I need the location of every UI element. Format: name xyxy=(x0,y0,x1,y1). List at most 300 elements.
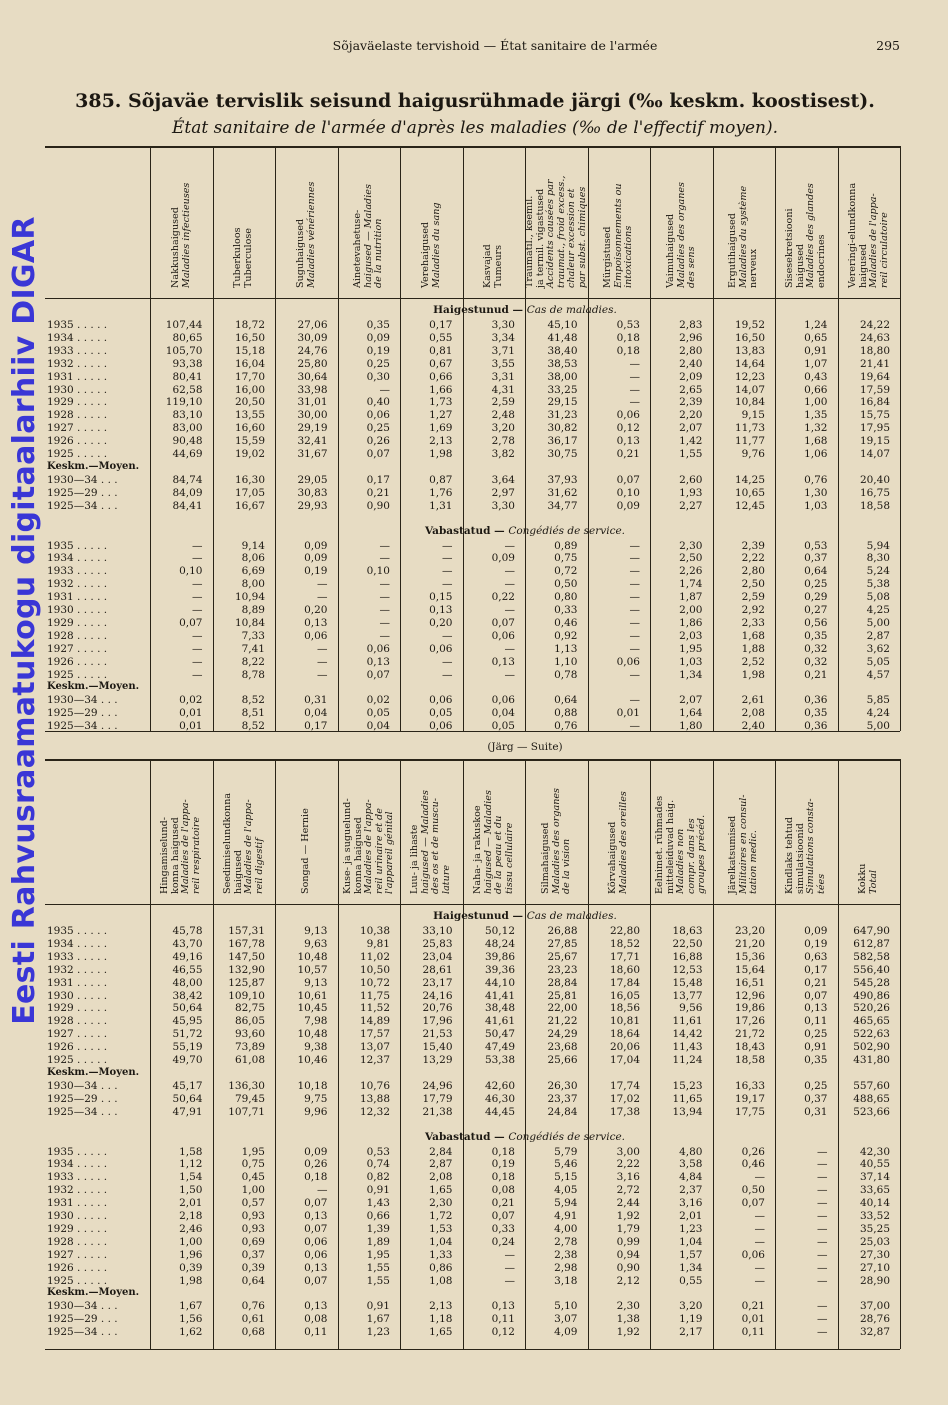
column-header-line: chaleur excession et xyxy=(565,188,577,288)
table-cell: 27,06 xyxy=(297,319,328,331)
table-cell: 0,12 xyxy=(616,422,640,435)
table-cell: 0,69 xyxy=(241,1235,265,1248)
table-row xyxy=(45,319,900,331)
table-cell: — xyxy=(817,1171,828,1184)
column-header-text xyxy=(233,227,254,288)
table-cell: 18,80 xyxy=(859,344,890,357)
table-cell: 0,26 xyxy=(366,435,390,448)
table-cell: 2,39 xyxy=(679,396,703,409)
table-cell: 0,61 xyxy=(241,1313,265,1326)
table-cell: — xyxy=(504,642,515,655)
column-header-line: Maladies des organes xyxy=(550,788,561,894)
table-subtitle: État sanitaire de l'armée d'après les maladies (‰ de l'effectif moyen). xyxy=(171,118,779,138)
table-cell: 17,96 xyxy=(422,1015,453,1028)
table-cell: 488,65 xyxy=(853,1092,890,1105)
table-cell: 2,83 xyxy=(679,319,703,331)
table-cell: 136,30 xyxy=(228,1079,265,1092)
table-cell: — xyxy=(817,1274,828,1287)
column-header-line: haigused xyxy=(857,243,869,288)
table-cell: — xyxy=(442,578,453,591)
table-cell: 19,17 xyxy=(734,1092,765,1105)
row-label: 1934 . . . . . xyxy=(47,331,108,344)
column-header-line: Naha- ja rakuskoe xyxy=(471,805,483,894)
table-cell: 10,81 xyxy=(609,1015,640,1028)
table-cell: 16,30 xyxy=(234,473,265,486)
table-cell: 0,06 xyxy=(616,409,640,422)
table-cell: 0,06 xyxy=(616,655,640,668)
table-cell: 490,86 xyxy=(853,989,890,1002)
table-cell: 1,80 xyxy=(679,720,703,733)
table-cell: 29,93 xyxy=(297,499,328,512)
table-cell: 25,03 xyxy=(859,1235,890,1248)
table-cell: 2,50 xyxy=(741,578,765,591)
table-cell: 0,55 xyxy=(679,1274,703,1287)
table-cell: 1,58 xyxy=(179,1145,203,1158)
table-cell: — xyxy=(317,591,328,604)
table-cell: — xyxy=(754,1210,765,1222)
table-cell: 1,39 xyxy=(366,1222,390,1235)
table-cell: — xyxy=(379,591,390,604)
table-cell: 26,88 xyxy=(547,925,578,937)
table-row xyxy=(45,1171,900,1183)
table-cell: 1,07 xyxy=(804,357,828,370)
table-cell: 4,25 xyxy=(866,604,890,616)
table-cell: 7,33 xyxy=(241,629,265,642)
table-cell: 8,00 xyxy=(241,578,265,591)
table-cell: 0,78 xyxy=(554,668,578,681)
table-cell: — xyxy=(629,616,640,629)
table-cell: 0,17 xyxy=(429,319,453,331)
table-cell: 30,64 xyxy=(297,370,328,383)
table-cell: — xyxy=(442,565,453,578)
column-header-text xyxy=(301,808,312,894)
column-header-line: reil respiratoire xyxy=(190,816,202,894)
column-header-line: Järelkatsumised xyxy=(727,815,738,894)
table-cell: 0,74 xyxy=(366,1158,390,1171)
table-cell: 15,18 xyxy=(234,344,265,357)
table-cell: 1,23 xyxy=(366,1326,390,1339)
table-cell: 93,60 xyxy=(234,1028,265,1041)
table-cell: 0,66 xyxy=(429,370,453,383)
table-cell: — xyxy=(629,539,640,552)
column-header-line: Maladies infectieuses xyxy=(180,182,192,288)
table-rule-bottom xyxy=(45,1349,900,1350)
table-cell: 9,75 xyxy=(304,1092,328,1105)
table-cell: — xyxy=(817,1184,828,1197)
table-row xyxy=(45,951,900,963)
table-cell: 2,07 xyxy=(679,694,703,707)
table-row xyxy=(45,1015,900,1027)
table-cell: 0,20 xyxy=(429,616,453,629)
table-cell: 33,98 xyxy=(297,383,328,396)
table-cell: 18,43 xyxy=(734,1041,765,1054)
table-cell: 0,82 xyxy=(366,1171,390,1184)
table-cell: 30,83 xyxy=(297,486,328,499)
table-cell: 45,95 xyxy=(172,1015,203,1028)
column-header-line: par subst. chimiques xyxy=(576,186,588,288)
column-header-line: Militaires en consul- xyxy=(737,794,749,894)
table-cell: 2,78 xyxy=(491,435,515,448)
table-cell: 0,07 xyxy=(366,448,390,460)
table-cell: 14,42 xyxy=(672,1028,703,1041)
row-label: 1925 . . . . . xyxy=(47,448,108,460)
table-cell: 1,74 xyxy=(679,578,703,591)
table-cell: 0,88 xyxy=(554,707,578,720)
table-cell: — xyxy=(192,552,203,565)
column-header-line: groupes précéd. xyxy=(696,814,707,894)
column-header-line: des os et de muscu- xyxy=(430,798,442,894)
table-cell: 0,33 xyxy=(554,604,578,616)
column-header-line: haigused xyxy=(232,849,244,894)
table-cell: 41,48 xyxy=(547,331,578,344)
table-cell: 1,35 xyxy=(804,409,828,422)
table-cell: 28,76 xyxy=(859,1313,890,1326)
table-cell: 1,79 xyxy=(616,1222,640,1235)
table-cell: 523,66 xyxy=(853,1105,890,1118)
row-label: Keskm.—Moyen. xyxy=(47,1287,140,1299)
table-cell: 15,64 xyxy=(734,963,765,976)
table-row xyxy=(45,540,900,552)
column-header-text xyxy=(421,202,442,288)
table-cell: — xyxy=(317,578,328,591)
table-cell: 10,50 xyxy=(359,963,390,976)
table-cell: 19,64 xyxy=(859,370,890,383)
section-heading xyxy=(150,304,900,316)
table-cell: 0,39 xyxy=(241,1261,265,1274)
row-label: 1932 . . . . . xyxy=(47,1184,108,1197)
table-cell: 73,89 xyxy=(234,1041,265,1054)
column-header-line: haigused — Maladies xyxy=(419,790,431,894)
table-cell: 0,25 xyxy=(804,1079,828,1092)
table-cell: 8,06 xyxy=(241,552,265,565)
table-row xyxy=(45,565,900,577)
table-cell: 11,77 xyxy=(734,435,765,448)
table-cell: — xyxy=(504,1248,515,1261)
table-cell: 18,58 xyxy=(734,1054,765,1066)
column-header-line: Maladies vénériennes xyxy=(305,181,317,288)
column-header-line: l'appareil génital xyxy=(383,811,395,894)
table-cell: 0,17 xyxy=(366,473,390,486)
table-cell: 18,52 xyxy=(609,937,640,950)
table-cell: 16,05 xyxy=(609,989,640,1002)
table-cell: 47,91 xyxy=(172,1105,203,1118)
table-cell: 24,22 xyxy=(859,319,890,331)
row-label: Keskm.—Moyen. xyxy=(47,1066,140,1078)
row-label: 1926 . . . . . xyxy=(47,1261,108,1274)
table-cell: 38,53 xyxy=(547,357,578,370)
table-cell: 55,19 xyxy=(172,1041,203,1054)
column-header-line: reil circulatoire xyxy=(878,212,890,288)
row-label: 1930—34 . . . xyxy=(47,1079,118,1092)
table-cell: 7,41 xyxy=(241,642,265,655)
table-cell: 17,84 xyxy=(609,976,640,989)
table-cell: 5,00 xyxy=(866,616,890,629)
archive-watermark xyxy=(0,40,48,1200)
table-cell: 431,80 xyxy=(853,1054,890,1066)
table-row xyxy=(45,435,900,447)
table-cell: 1,92 xyxy=(616,1326,640,1339)
table-cell: 16,88 xyxy=(672,950,703,963)
table-cell: 1,04 xyxy=(429,1235,453,1248)
table-cell: 2,20 xyxy=(679,409,703,422)
table-cell: 1,55 xyxy=(679,448,703,460)
table-cell: 45,78 xyxy=(172,925,203,937)
table-cell: 9,96 xyxy=(304,1105,328,1118)
column-rule xyxy=(900,146,901,731)
table-cell: 9,13 xyxy=(304,925,328,937)
table-cell: 1,68 xyxy=(741,629,765,642)
table-cell: 18,63 xyxy=(672,925,703,937)
table-cell: 15,23 xyxy=(672,1079,703,1092)
table-row xyxy=(45,332,900,344)
table-cell: 2,52 xyxy=(741,655,765,668)
table-cell: — xyxy=(817,1248,828,1261)
column-header-line: Verehaigused xyxy=(419,221,431,288)
table-cell: 93,38 xyxy=(172,357,203,370)
table-cell: 0,13 xyxy=(804,1002,828,1015)
row-label: 1934 . . . . . xyxy=(47,1158,108,1171)
table-cell: — xyxy=(379,539,390,552)
table-cell: — xyxy=(442,552,453,565)
table-cell: 4,09 xyxy=(554,1326,578,1339)
column-header-line: Accidents causées par xyxy=(544,179,556,288)
table-cell: 39,86 xyxy=(484,950,515,963)
table-cell: 157,31 xyxy=(228,925,265,937)
table-cell: 10,65 xyxy=(734,486,765,499)
table-cell: 4,91 xyxy=(554,1210,578,1222)
table-cell: 0,89 xyxy=(554,539,578,552)
table-cell: 2,17 xyxy=(679,1326,703,1339)
column-header-line: Tuberculose xyxy=(242,228,254,288)
row-label: 1929 . . . . . xyxy=(47,396,108,409)
table-cell: 38,42 xyxy=(172,989,203,1002)
table-cell: 25,67 xyxy=(547,950,578,963)
table-cell: 2,72 xyxy=(616,1184,640,1197)
column-header-line: des sens xyxy=(685,246,697,288)
table-cell: 0,90 xyxy=(616,1261,640,1274)
table-cell: 11,61 xyxy=(672,1015,703,1028)
table-cell: 2,22 xyxy=(741,552,765,565)
table-cell: 2,44 xyxy=(616,1197,640,1210)
column-header-line: Maladies de l'appa- xyxy=(180,799,192,894)
table-cell: 0,46 xyxy=(741,1158,765,1171)
table-cell: 1,95 xyxy=(366,1248,390,1261)
table-cell: 0,90 xyxy=(366,499,390,512)
table-cell: 1,06 xyxy=(804,448,828,460)
table-cell: 13,94 xyxy=(672,1105,703,1118)
column-header-line: Maladies de l'appa- xyxy=(362,799,374,894)
row-label: 1930—34 . . . xyxy=(47,1300,118,1313)
column-header-line: Sisesekretsiooni xyxy=(784,208,796,288)
table-cell: 2,50 xyxy=(679,552,703,565)
table-row xyxy=(45,1197,900,1209)
table-cell: 2,84 xyxy=(429,1145,453,1158)
table-cell: 11,02 xyxy=(359,950,390,963)
table-cell: 49,70 xyxy=(172,1054,203,1066)
table-cell: 34,77 xyxy=(547,499,578,512)
table-cell: 147,50 xyxy=(228,950,265,963)
row-label: 1927 . . . . . xyxy=(47,642,108,655)
table-cell: 0,39 xyxy=(179,1261,203,1274)
table-cell: 0,09 xyxy=(304,1145,328,1158)
table-cell: — xyxy=(817,1158,828,1171)
table-cell: 25,80 xyxy=(297,357,328,370)
table-cell: 35,25 xyxy=(859,1222,890,1235)
table-cell: 1,62 xyxy=(179,1326,203,1339)
table-cell: 26,30 xyxy=(547,1079,578,1092)
table-row xyxy=(45,1054,900,1066)
table-row xyxy=(45,1002,900,1014)
table-cell: 0,09 xyxy=(304,539,328,552)
table-cell: 1,68 xyxy=(804,435,828,448)
table-cell: 18,64 xyxy=(609,1028,640,1041)
table-cell: 17,26 xyxy=(734,1015,765,1028)
table-cell: 37,14 xyxy=(859,1171,890,1184)
column-header-text xyxy=(541,788,573,894)
table-cell: 22,00 xyxy=(547,1002,578,1015)
row-label: 1931 . . . . . xyxy=(47,370,108,383)
table-cell: 0,07 xyxy=(304,1222,328,1235)
table-cell: 15,75 xyxy=(859,409,890,422)
table-cell: — xyxy=(379,552,390,565)
table-cell: 80,41 xyxy=(172,370,203,383)
table-cell: — xyxy=(629,629,640,642)
column-header-text xyxy=(655,796,708,894)
table-cell: 5,10 xyxy=(554,1300,578,1313)
table-cell: 2,39 xyxy=(741,539,765,552)
column-header-line: Kindlaks tehtud xyxy=(784,816,796,894)
table-cell: 0,25 xyxy=(804,578,828,591)
table-cell: 10,48 xyxy=(297,1028,328,1041)
table-cell: 0,10 xyxy=(366,565,390,578)
table-cell: 0,07 xyxy=(304,1274,328,1287)
table-cell: 0,76 xyxy=(804,473,828,486)
table-row xyxy=(45,371,900,383)
table-row xyxy=(45,1300,900,1312)
table-cell: 50,47 xyxy=(484,1028,515,1041)
table-row xyxy=(45,1326,900,1338)
table-cell: 0,05 xyxy=(491,720,515,733)
table-cell: 12,32 xyxy=(359,1105,390,1118)
column-header-text xyxy=(848,183,890,288)
table-cell: 0,13 xyxy=(491,1300,515,1313)
table-cell: 16,84 xyxy=(859,396,890,409)
table-cell: 10,84 xyxy=(734,396,765,409)
table-cell: — xyxy=(754,1261,765,1274)
table-cell: 0,10 xyxy=(179,565,203,578)
table-cell: 0,81 xyxy=(429,344,453,357)
table-cell: 3,20 xyxy=(679,1300,703,1313)
table-cell: 80,65 xyxy=(172,331,203,344)
column-header-line: Ainetevahetuse- xyxy=(352,209,363,288)
table-cell: 2,01 xyxy=(679,1210,703,1222)
table-cell: 2,98 xyxy=(554,1261,578,1274)
row-label: 1932 . . . . . xyxy=(47,963,108,976)
table-cell: 0,17 xyxy=(804,963,828,976)
table-cell: 37,00 xyxy=(859,1300,890,1313)
table-cell: 1,31 xyxy=(429,499,453,512)
table-cell: 0,66 xyxy=(366,1210,390,1222)
column-header-line: Ergutihaigused xyxy=(727,213,738,288)
table-cell: 2,80 xyxy=(741,565,765,578)
table-cell: 1,67 xyxy=(366,1313,390,1326)
table-cell: 0,46 xyxy=(554,616,578,629)
table-cell: 11,43 xyxy=(672,1041,703,1054)
table-cell: 44,45 xyxy=(484,1105,515,1118)
table-cell: 15,40 xyxy=(422,1041,453,1054)
table-cell: 0,07 xyxy=(304,1197,328,1210)
column-header-line: Maladies de l'appa- xyxy=(867,193,879,288)
table-cell: 4,84 xyxy=(679,1171,703,1184)
table-cell: — xyxy=(817,1145,828,1158)
column-header-line: Tuberkuloos xyxy=(232,227,244,288)
table-cell: — xyxy=(754,1171,765,1184)
table-cell: 31,23 xyxy=(547,409,578,422)
table-cell: 0,32 xyxy=(804,655,828,668)
table-cell: 167,78 xyxy=(228,937,265,950)
table-cell: 49,16 xyxy=(172,950,203,963)
table-cell: 16,67 xyxy=(234,499,265,512)
row-label: Keskm.—Moyen. xyxy=(47,681,140,693)
column-header-line: Maladies de l'appa- xyxy=(242,799,254,894)
table-cell: 1,98 xyxy=(179,1274,203,1287)
row-label: 1926 . . . . . xyxy=(47,435,108,448)
table-row xyxy=(45,617,900,629)
table-cell: 61,08 xyxy=(234,1054,265,1066)
table-cell: — xyxy=(442,668,453,681)
column-header-text xyxy=(858,864,879,895)
row-label: 1925 . . . . . xyxy=(47,1274,108,1287)
table-cell: — xyxy=(817,1222,828,1235)
table-row xyxy=(45,720,900,732)
table-cell: — xyxy=(317,642,328,655)
row-label: 1930 . . . . . xyxy=(47,1210,108,1222)
table-cell: 15,48 xyxy=(672,976,703,989)
table-cell: 2,00 xyxy=(679,604,703,616)
table-cell: 1,96 xyxy=(179,1248,203,1261)
table-cell: 0,12 xyxy=(491,1326,515,1339)
table-cell: 30,82 xyxy=(547,422,578,435)
column-header-line: Luu- ja lihaste xyxy=(409,824,421,894)
column-header-line: konna haigused xyxy=(352,817,363,894)
table-cell: 1,33 xyxy=(429,1248,453,1261)
table-cell: 14,89 xyxy=(359,1015,390,1028)
table-cell: 5,24 xyxy=(866,565,890,578)
table-cell: 0,53 xyxy=(616,319,640,331)
row-label: 1925—34 . . . xyxy=(47,720,118,733)
table-cell: — xyxy=(504,604,515,616)
table-cell: 0,93 xyxy=(241,1222,265,1235)
table-row xyxy=(45,345,900,357)
table-cell: 0,06 xyxy=(491,629,515,642)
table-cell: 0,37 xyxy=(804,1092,828,1105)
table-cell: 27,85 xyxy=(547,937,578,950)
table-cell: 2,40 xyxy=(679,357,703,370)
table-cell: 0,26 xyxy=(304,1158,328,1171)
table-cell: 1,54 xyxy=(179,1171,203,1184)
table-cell: 4,80 xyxy=(679,1145,703,1158)
row-label: 1925—29 . . . xyxy=(47,486,118,499)
table-row xyxy=(45,990,900,1002)
table-cell: 0,18 xyxy=(304,1171,328,1184)
column-rule xyxy=(900,759,901,1349)
table-cell: 5,15 xyxy=(554,1171,578,1184)
table-cell: 8,52 xyxy=(241,694,265,707)
table-cell: 3,18 xyxy=(554,1274,578,1287)
table-cell: 582,58 xyxy=(853,950,890,963)
table-cell: 46,55 xyxy=(172,963,203,976)
table-cell: 0,53 xyxy=(804,539,828,552)
